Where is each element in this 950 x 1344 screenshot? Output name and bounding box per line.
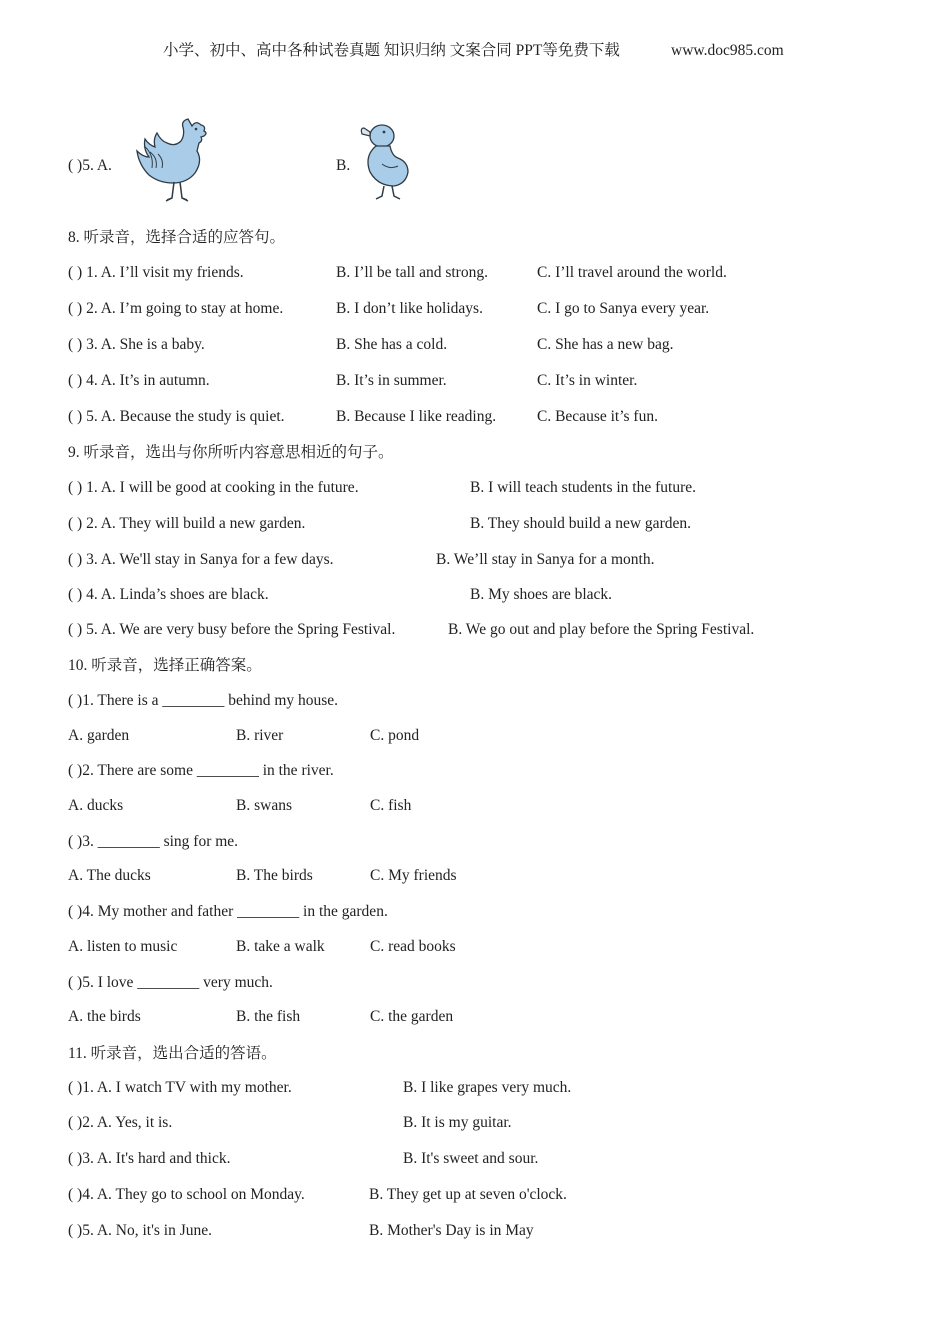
q10-item3-option-b: B. The birds (236, 867, 313, 884)
q7-item5-b-label: B. (336, 157, 351, 174)
q8-row3-c: C. She has a new bag. (537, 336, 674, 353)
q10-item1-option-b: B. river (236, 727, 284, 744)
q10-item1-option-a: A. garden (68, 727, 130, 744)
q9-row5-b: B. We go out and play before the Spring Festival. (448, 621, 755, 638)
q10-item3-option-c: C. My friends (370, 867, 457, 884)
q11-row1-a: ( )1. A. I watch TV with my mother. (68, 1079, 292, 1096)
q9-row1-b: B. I will teach students in the future. (470, 479, 696, 496)
q9-row4-a: ( ) 4. A. Linda’s shoes are black. (68, 586, 269, 603)
q8-row4-a: ( ) 4. A. It’s in autumn. (68, 372, 210, 389)
q8-row1-c: C. I’ll travel around the world. (537, 264, 727, 281)
duck-picture (356, 118, 416, 204)
q8-row2-c: C. I go to Sanya every year. (537, 300, 710, 317)
q8-row3-b: B. She has a cold. (336, 336, 448, 353)
q11-row1-b: B. I like grapes very much. (403, 1079, 572, 1096)
q9-row5-a: ( ) 5. A. We are very busy before the Spring Festival. (68, 621, 396, 638)
q10-item4-question: ( )4. My mother and father ________ in the garden. (68, 903, 388, 920)
q9-row2-a: ( ) 2. A. They will build a new garden. (68, 515, 306, 532)
q8-row2-a: ( ) 2. A. I’m going to stay at home. (68, 300, 284, 317)
q8-row5-c: C. Because it’s fun. (537, 408, 658, 425)
q8-title: 8. 听录音，选择合适的应答句。 (68, 229, 286, 246)
q11-row2-b: B. It is my guitar. (403, 1114, 512, 1131)
q11-row4-b: B. They get up at seven o'clock. (369, 1186, 567, 1203)
header-site-url: www.doc985.com (671, 42, 784, 59)
q8-row3-a: ( ) 3. A. She is a baby. (68, 336, 205, 353)
q9-row4-b: B. My shoes are black. (470, 586, 613, 603)
q10-item1-option-c: C. pond (370, 727, 420, 744)
q8-row1-b: B. I’ll be tall and strong. (336, 264, 488, 281)
q10-item4-option-b: B. take a walk (236, 938, 325, 955)
q11-row4-a: ( )4. A. They go to school on Monday. (68, 1186, 305, 1203)
q9-row2-b: B. They should build a new garden. (470, 515, 691, 532)
q10-item5-option-a: A. the birds (68, 1008, 141, 1025)
q10-item3-option-a: A. The ducks (68, 867, 151, 884)
q11-title: 11. 听录音，选出合适的答语。 (68, 1045, 277, 1062)
q11-row2-a: ( )2. A. Yes, it is. (68, 1114, 173, 1131)
q8-row1-a: ( ) 1. A. I’ll visit my friends. (68, 264, 244, 281)
q9-row3-b: B. We’ll stay in Sanya for a month. (436, 551, 655, 568)
rooster-picture (132, 118, 212, 204)
q10-item2-option-a: A. ducks (68, 797, 124, 814)
q10-item4-option-a: A. listen to music (68, 938, 178, 955)
q11-row3-a: ( )3. A. It's hard and thick. (68, 1150, 231, 1167)
q10-item5-option-c: C. the garden (370, 1008, 454, 1025)
q10-item1-question: ( )1. There is a ________ behind my house. (68, 692, 339, 709)
q7-item5-prefix: ( )5. A. (68, 157, 112, 174)
q8-row5-b: B. Because I like reading. (336, 408, 497, 425)
q10-item5-question: ( )5. I love ________ very much. (68, 974, 273, 991)
q9-title: 9. 听录音，选出与你所听内容意思相近的句子。 (68, 444, 394, 461)
q8-row5-a: ( ) 5. A. Because the study is quiet. (68, 408, 285, 425)
q9-row3-a: ( ) 3. A. We'll stay in Sanya for a few days. (68, 551, 334, 568)
q10-item2-question: ( )2. There are some ________ in the river. (68, 762, 334, 779)
q8-row4-c: C. It’s in winter. (537, 372, 638, 389)
q8-row2-b: B. I don’t like holidays. (336, 300, 483, 317)
q11-row3-b: B. It's sweet and sour. (403, 1150, 539, 1167)
q10-item2-option-c: C. fish (370, 797, 412, 814)
q10-title: 10. 听录音，选择正确答案。 (68, 657, 262, 674)
q8-row4-b: B. It’s in summer. (336, 372, 447, 389)
q10-item3-question: ( )3. ________ sing for me. (68, 833, 239, 850)
q10-item4-option-c: C. read books (370, 938, 456, 955)
q11-row5-b: B. Mother's Day is in May (369, 1222, 534, 1239)
q10-item5-option-b: B. the fish (236, 1008, 301, 1025)
header-site-text: 小学、初中、高中各种试卷真题 知识归纳 文案合同 PPT等免费下载 (163, 42, 620, 59)
q9-row1-a: ( ) 1. A. I will be good at cooking in the future. (68, 479, 359, 496)
q11-row5-a: ( )5. A. No, it's in June. (68, 1222, 213, 1239)
q10-item2-option-b: B. swans (236, 797, 292, 814)
